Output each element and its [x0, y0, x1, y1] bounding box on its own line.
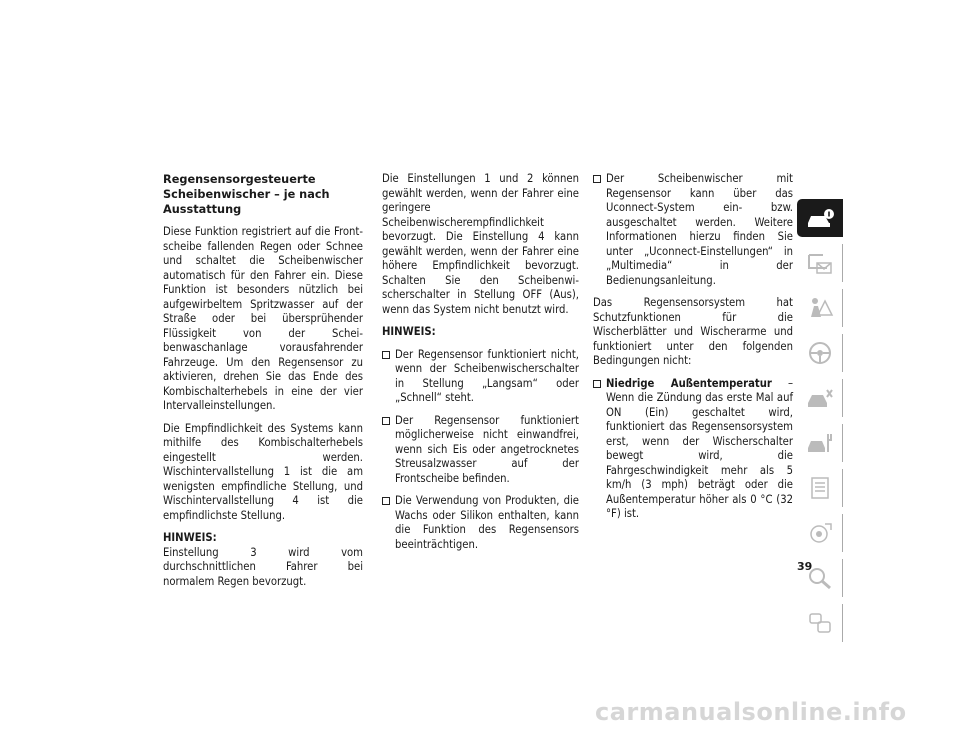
note-label: [382, 325, 579, 340]
checkbox-bullet-icon: [382, 497, 390, 505]
list-item: [593, 172, 793, 288]
steering-wheel-icon: [805, 340, 835, 366]
tab-specifications[interactable]: [797, 469, 843, 507]
note-label-text: HINWEIS:: [382, 325, 436, 338]
envelope-check-icon: [805, 250, 835, 276]
checklist-icon: [805, 475, 835, 501]
warning-person-icon: [805, 295, 835, 321]
tab-service[interactable]: [797, 424, 843, 462]
checkbox-bullet-icon: [382, 351, 390, 359]
list-item-text: Der Regensensor funktioniert möglicherweise nicht einwandfrei, wenn sich Eis oder angetrocknetes Streusalzwasser auf der Frontscheibe befinden.: [395, 413, 579, 485]
multimedia-icon: [805, 520, 835, 546]
list-item-text: – Wenn die Zündung das erste Mal auf ON (Ein) geschaltet wird, funktioniert das Regensensorsystem erst, wenn der Wischerschalter bewegt wird, die Fahrgeschwindigkeit mehr als 5 km/h (3 mph) beträgt oder die Außentemperatur höher als 0 °C (32 °F) ist.: [606, 376, 794, 520]
list-item-text: Der Regensensor funktioniert nicht, wenn der Scheibenwischerschalter in Stellung „Langsam“ oder „Schnell“ steht.: [395, 347, 579, 404]
note-label: HINWEIS:: [163, 531, 217, 544]
list-item: [382, 414, 579, 487]
section-heading: Regensensorgesteuerte Scheibenwischer – je nach Ausstattung: [163, 173, 330, 216]
checkbox-bullet-icon: [593, 380, 601, 388]
paragraph: Die Empfindlichkeit des Systems kann mithilfe des Kombischalterhebels eingestellt werden. Wischintervallstellung 1 ist die am wenigsten empfindliche Stellung, und Wischintervallstellung 4 ist die empfindlichste Stellung.: [163, 421, 363, 522]
car-crash-icon: [805, 385, 835, 411]
bullet-list: [593, 172, 793, 288]
column-2: [382, 172, 579, 560]
watermark: carmanualsonline.info: [595, 698, 907, 726]
bullet-list: [593, 377, 793, 522]
page-number: 39: [797, 560, 813, 573]
bullet-list: [382, 348, 579, 553]
tab-safety[interactable]: [797, 289, 843, 327]
list-item-term: Niedrige Außentemperatur: [606, 376, 772, 390]
list-item: [382, 494, 579, 552]
list-item-text: Die Verwendung von Produkten, die Wachs oder Silikon enthalten, kann die Funktion des Regensensors beeinträchtigen.: [395, 494, 579, 551]
list-item: [593, 377, 793, 522]
car-tools-icon: [805, 430, 835, 456]
column-3: [593, 172, 793, 530]
checkbox-bullet-icon: [593, 175, 601, 183]
tab-vehicle-info[interactable]: [797, 199, 843, 237]
list-item-text: Der Scheibenwischer mit Regensensor kann über das Uconnect-System ein- bzw. ausgeschaltet werden. Weitere Informationen hierzu finden Sie unter „Uconnect-Einstellungen“ in „Multimedia“ in der Bedienungsanleitung.: [606, 172, 793, 287]
note: [163, 531, 363, 589]
list-item: [382, 348, 579, 406]
tab-languages[interactable]: [797, 604, 843, 642]
tab-multimedia[interactable]: [797, 514, 843, 552]
car-info-icon: [805, 205, 835, 231]
paragraph: Die Einstellungen 1 und 2 können gewählt werden, wenn der Fahrer eine geringere Scheibenwischerempfindlichkeit bevorzugt. Die Einstellung 4 kann gewählt werden, wenn der Fahrer eine höhere Empfindlichkeit bevorzugt. Schalten Sie den Scheibenwischerschalter in Stellung OFF (Aus), wenn das System nicht benutzt wird.: [382, 172, 579, 316]
chapter-tabs: [797, 199, 843, 649]
tab-dashboard[interactable]: [797, 244, 843, 282]
tab-driving[interactable]: [797, 334, 843, 372]
paragraph: Diese Funktion registriert auf die Frontscheibe fallenden Regen oder Schnee und schaltet die Scheibenwischer automatisch für den Fahrer ein. Diese Funktion ist besonders nützlich bei aufgewirbeltem Spritzwasser auf der Straße oder bei übersprühender Flüssigkeit von der Scheibenwaschanlage vorausfahrender Fahrzeuge. Um den Regensensor zu aktivieren, drehen Sie das Ende des Kombischalterhebels in eine der vier Intervalleinstellungen.: [163, 225, 363, 412]
tab-emergency[interactable]: [797, 379, 843, 417]
paragraph: Das Regensensorsystem hat Schutzfunktionen für die Wischerblätter und Wischerarme und funktioniert unter den folgenden Bedingungen nicht:: [593, 296, 793, 367]
column-1: [163, 172, 363, 597]
checkbox-bullet-icon: [382, 417, 390, 425]
note-text: Einstellung 3 wird vom durchschnittlichen Fahrer bei normalem Regen bevorzugt.: [163, 545, 363, 588]
languages-icon: [805, 610, 835, 636]
